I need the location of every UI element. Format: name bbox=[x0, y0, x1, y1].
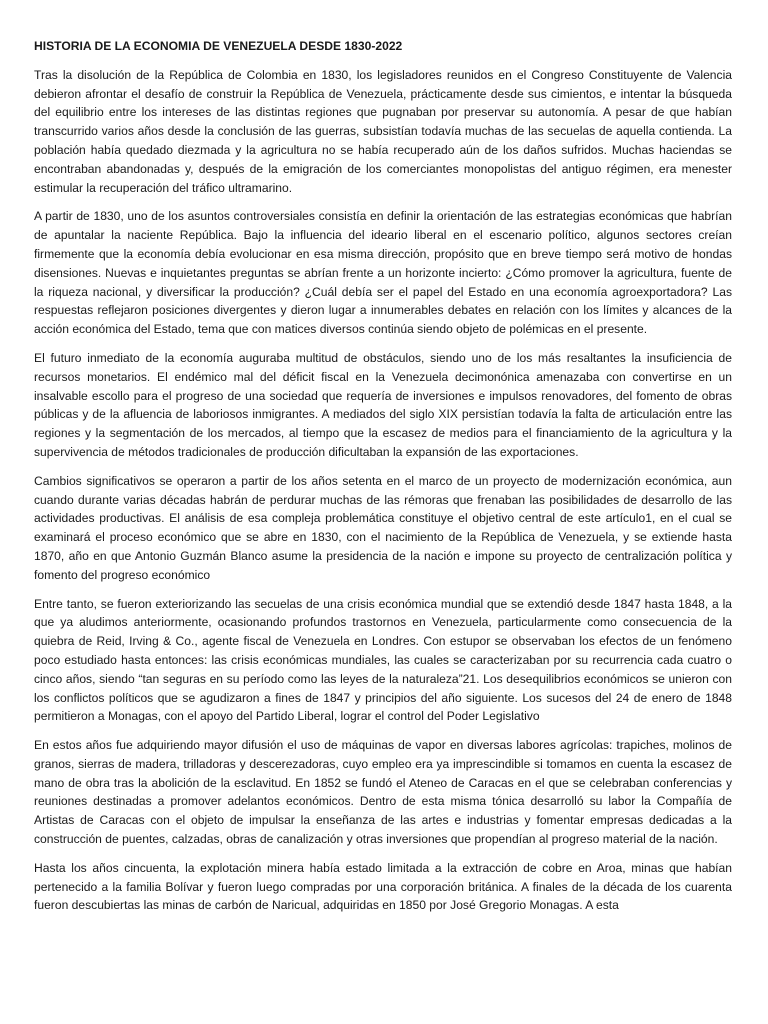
paragraph-6: En estos años fue adquiriendo mayor difusión el uso de máquinas de vapor en diversas labores agrícolas: trapiches, molinos de granos, sierras de madera, trilladoras y descerezadoras, cuyo empleo era ya imprescindible si tomamos en cuenta la escasez de mano de obra tras la abolición de la esclavitud. En 1852 se fundó el Ateneo de Caracas en el que se celebraban conferencias y reuniones destinadas a promover adelantos económicos. Dentro de esta misma tónica desarrolló su labor la Compañía de Artistas de Caracas con el objeto de impulsar la enseñanza de las artes e industrias y fomentar empresas dedicadas a la construcción de puentes, calzadas, obras de canalización y otras inversiones que propendían al progreso material de la nación. bbox=[34, 738, 732, 847]
paragraph-5: Entre tanto, se fueron exteriorizando las secuelas de una crisis económica mundial que se extendió desde 1847 hasta 1848, a la que ya aludimos anteriormente, ocasionando profundos trastornos en Venezuela, particularmente como consecuencia de la quiebra de Reid, Irving & Co., agente fiscal de Venezuela en Londres. Con estupor se observaban los efectos de un fenómeno poco estudiado hasta entonces: las crisis económicas mundiales, las cuales se caracterizaban por su recurrencia cada cuatro o cinco años, siendo “tan seguras en su período como las leyes de la naturaleza”21. Los desequilibrios económicos se unieron con los conflictos políticos que se agudizaron a fines de 1847 y principios del año siguiente. Los sucesos del 24 de enero de 1848 permitieron a Monagas, con el apoyo del Partido Liberal, lograr el control del Poder Legislativo bbox=[34, 596, 732, 724]
paragraph-1: Tras la disolución de la República de Colombia en 1830, los legisladores reunidos en el Congreso Constituyente de Valencia debieron afrontar el desafío de construir la República de Venezuela, prácticamente desde sus cimientos, e intentar la búsqueda del equilibrio entre los intereses de las distintas regiones que pugnaban por preservar su autonomía. A pesar de que habían transcurrido varios años desde la conclusión de las guerras, subsistían todavía muchas de las secuelas de aquella contienda. La población había quedado diezmada y la agricultura no se había recuperado aún de los daños sufridos. Muchas haciendas se encontraban abandonadas y, después de la emigración de los comerciantes monopolistas del antiguo régimen, era menester estimular la recuperación del tráfico ultramarino. bbox=[34, 67, 732, 195]
document-title: HISTORIA DE LA ECONOMIA DE VENEZUELA DESDE 1830-2022 bbox=[34, 39, 403, 53]
paragraph-3: El futuro inmediato de la economía auguraba multitud de obstáculos, siendo uno de los más resaltantes la insuficiencia de recursos monetarios. El endémico mal del déficit fiscal en la Venezuela decimonónica amenazaba con convertirse en un insalvable escollo para el progreso de una sociedad que requería de inversiones e impulsos renovadores, del fomento de obras públicas y de la afluencia de laboriosos inmigrantes. A mediados del siglo XIX persistían todavía la falta de articulación entre las regiones y la segmentación de los mercados, al tiempo que la escasez de medios para el financiamiento de la agricultura y la supervivencia de métodos tradicionales de producción dificultaban la expansión de las exportaciones. bbox=[34, 350, 732, 459]
paragraph-7: Hasta los años cincuenta, la explotación minera había estado limitada a la extracción de cobre en Aroa, minas que habían pertenecido a la familia Bolívar y fueron luego compradas por una corporación británica. A finales de la década de los cuarenta fueron descubiertas las minas de carbón de Naricual, adquiridas en 1850 por José Gregorio Monagas. A esta bbox=[34, 860, 732, 913]
paragraph-4: Cambios significativos se operaron a partir de los años setenta en el marco de un proyecto de modernización económica, aun cuando durante varias décadas habrán de perdurar muchas de las rémoras que frenaban las posibilidades de desarrollo de las actividades productivas. El análisis de esa compleja problemática constituye el objetivo central de este artículo1, en el cual se examinará el proceso económico que se abre en 1830, con el nacimiento de la República de Venezuela, y se extiende hasta 1870, año en que Antonio Guzmán Blanco asume la presidencia de la nación e impone su proyecto de centralización política y fomento del progreso económico bbox=[34, 473, 732, 582]
document-body bbox=[34, 37, 732, 925]
paragraph-2: A partir de 1830, uno de los asuntos controversiales consistía en definir la orientación de las estrategias económicas que habrían de apuntalar la naciente República. Bajo la influencia del ideario liberal en el escenario político, algunos sectores creían firmemente que la economía debía evolucionar en esa misma dirección, propósito que en breve tiempo será motivo de hondas disensiones. Nuevas e inquietantes preguntas se abrían frente a un horizonte incierto: ¿Cómo promover la agricultura, fuente de la riqueza nacional, y diversificar la producción? ¿Cuál debía ser el papel del Estado en una economía agroexportadora? Las respuestas reflejaron posiciones divergentes y dieron lugar a innumerables debates en relación con los límites y alcances de la acción económica del Estado, tema que con matices diversos continúa siendo objeto de polémicas en el presente. bbox=[34, 209, 732, 337]
